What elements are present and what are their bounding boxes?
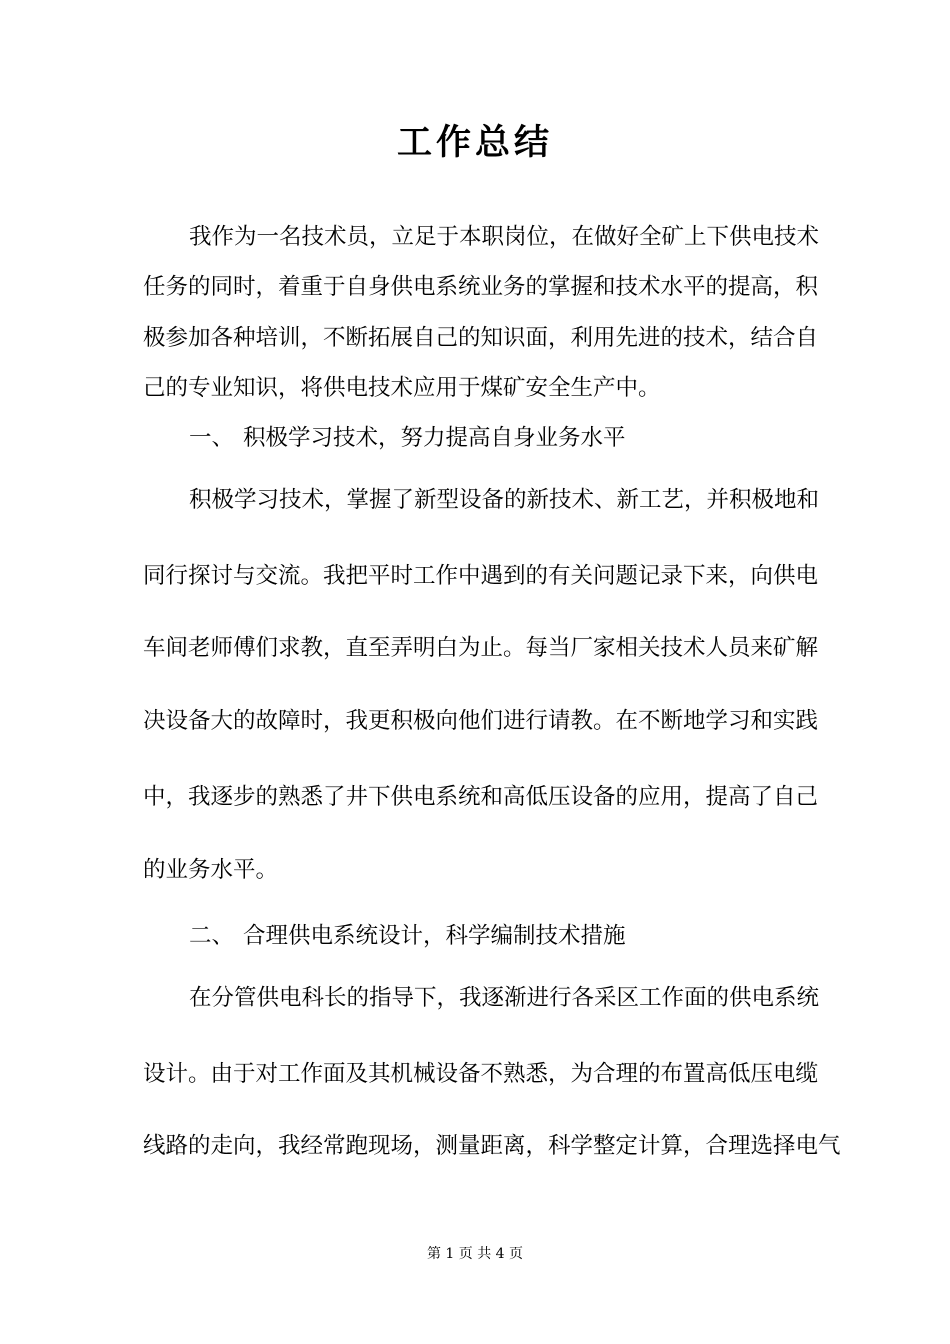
page-footer: 第 1 页 共 4 页 [426,1246,524,1262]
section-2-heading-text: 合理供电系统设计，科学编制技术措施 [243,923,626,949]
section-2-line-3: 线路的走向，我经常跑现场，测量距离，科学整定计算，合理选择电气 [143,1133,841,1159]
section-1-line-2: 同行探讨与交流。我把平时工作中遇到的有关问题记录下来，向供电 [143,563,819,589]
document-title: 工作总结 [396,122,553,163]
section-1-number: 一、 [189,425,235,451]
section-1-heading [189,423,626,453]
section-2-line-2: 设计。由于对工作面及其机械设备不熟悉，为合理的布置高低压电缆 [143,1061,819,1087]
intro-line-2: 任务的同时，着重于自身供电系统业务的掌握和技术水平的提高，积 [143,274,819,300]
section-1-line-1: 积极学习技术，掌握了新型设备的新技术、新工艺，并积极地和 [189,487,820,513]
intro-line-1: 我作为一名技术员，立足于本职岗位，在做好全矿上下供电技术 [189,224,820,250]
section-2-line-1: 在分管供电科长的指导下，我逐渐进行各采区工作面的供电系统 [189,985,820,1011]
section-1-line-3: 车间老师傅们求教，直至弄明白为止。每当厂家相关技术人员来矿解 [143,635,819,661]
section-2-heading [189,921,626,951]
section-1-line-5: 中，我逐步的熟悉了井下供电系统和高低压设备的应用，提高了自己 [143,784,819,810]
intro-line-4: 己的专业知识，将供电技术应用于煤矿安全生产中。 [143,375,661,401]
section-2-number: 二、 [189,923,235,949]
intro-line-3: 极参加各种培训，不断拓展自己的知识面，利用先进的技术，结合自 [143,325,819,351]
section-1-heading-text: 积极学习技术，努力提高自身业务水平 [243,425,626,451]
section-1-line-4: 决设备大的故障时，我更积极向他们进行请教。在不断地学习和实践 [143,708,819,734]
section-1-line-6: 的业务水平。 [143,857,279,883]
